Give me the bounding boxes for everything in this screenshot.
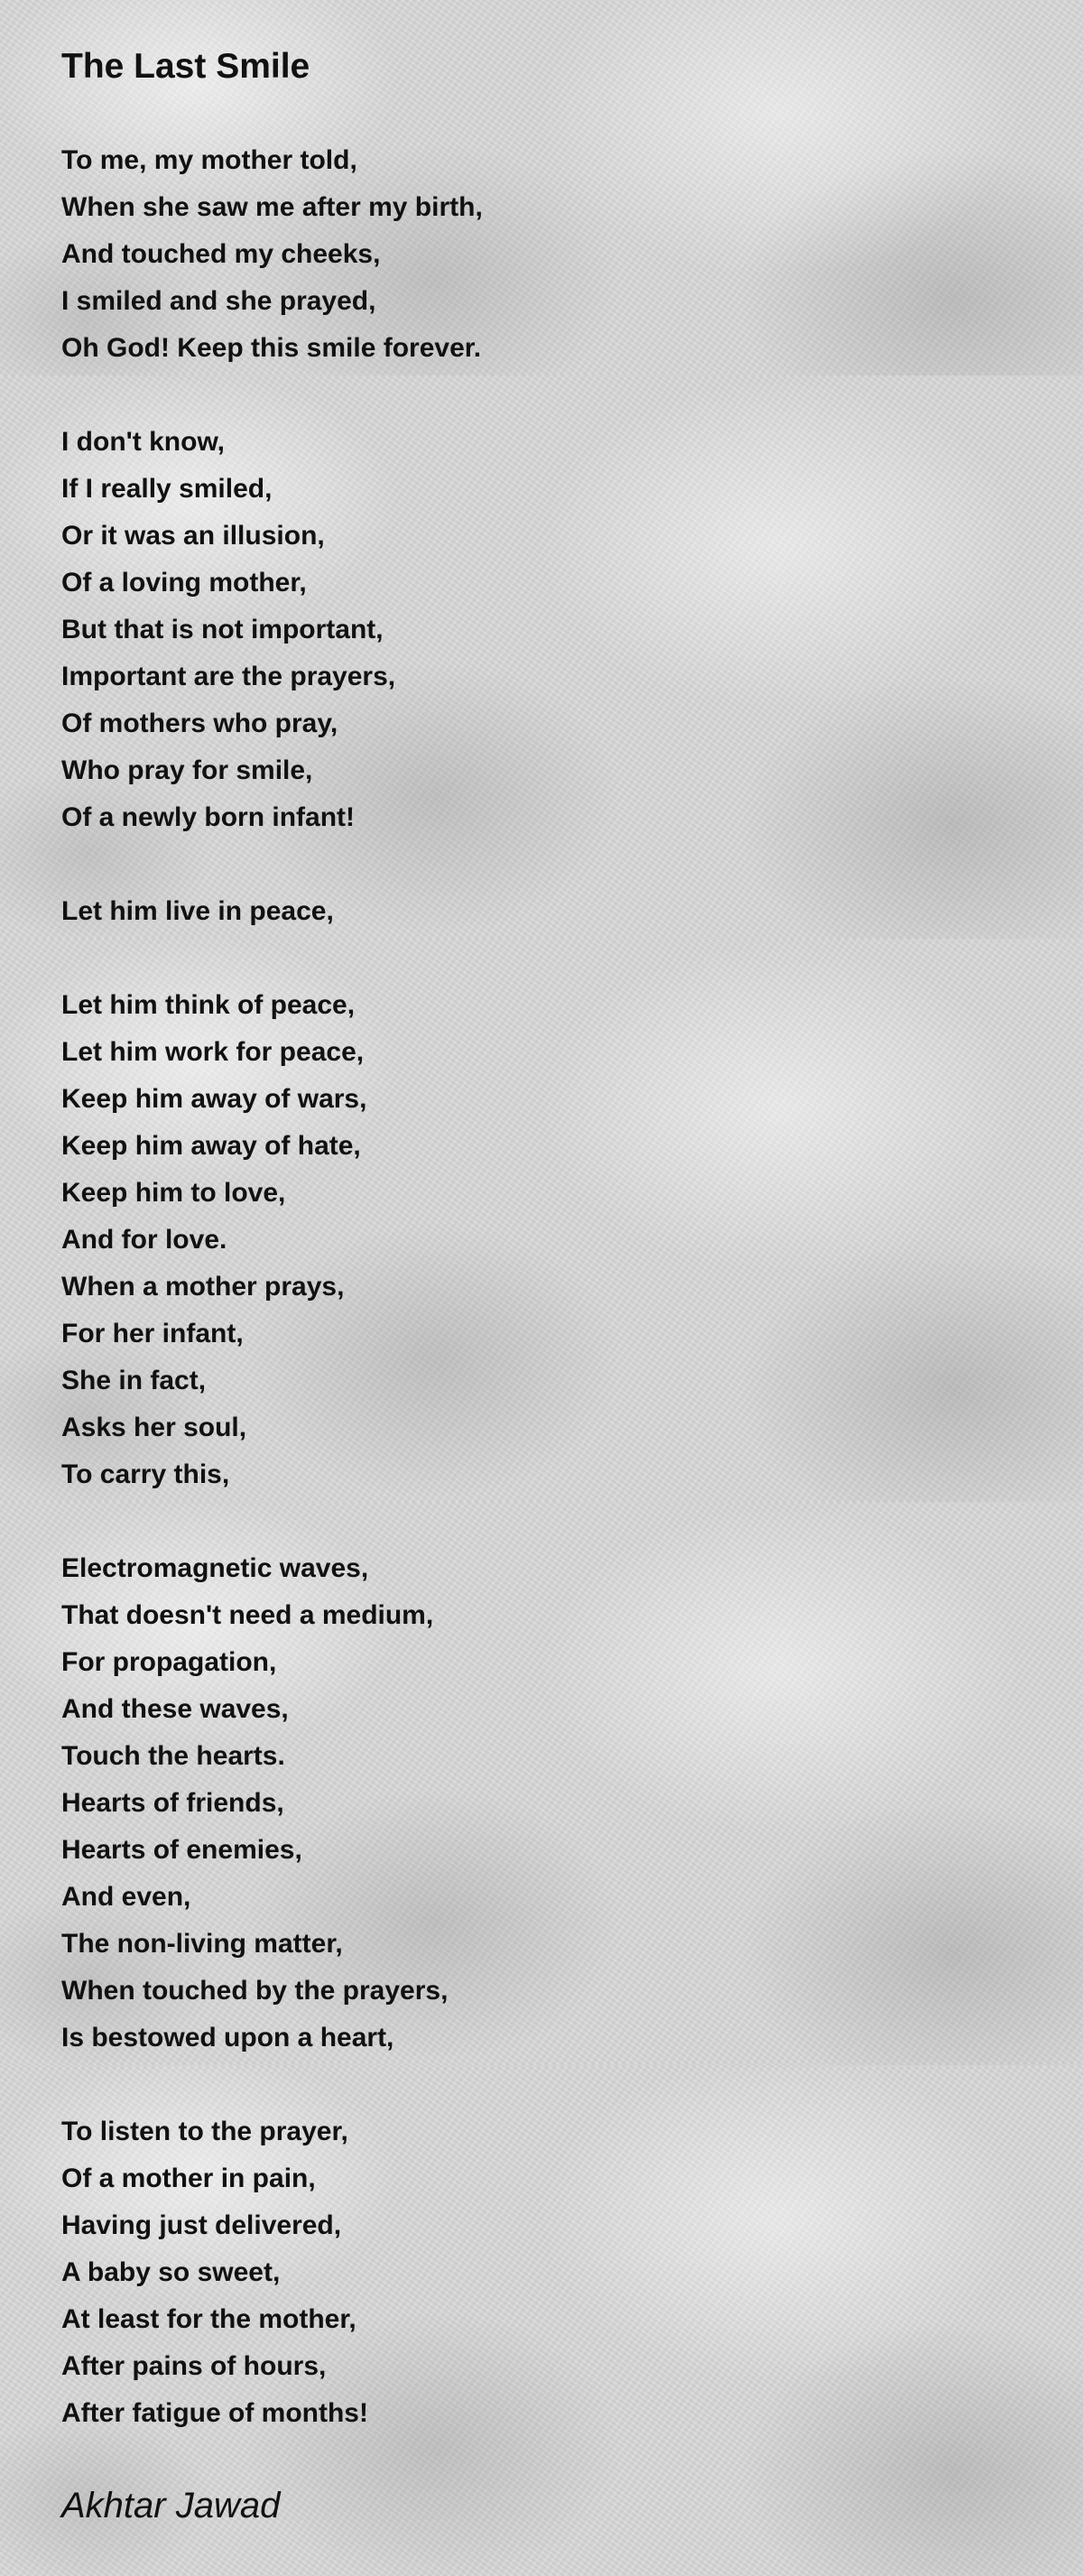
poem-line: After fatigue of months!: [61, 2398, 368, 2428]
poem-line: Keep him to love,: [61, 1178, 286, 1208]
poem-title: The Last Smile: [61, 47, 310, 86]
poem-line: Is bestowed upon a heart,: [61, 2023, 394, 2052]
poem-line: Of mothers who pray,: [61, 709, 338, 738]
stanza-6: [61, 2108, 1036, 2437]
poem-line: Keep him away of hate,: [61, 1131, 361, 1161]
poem-line: Keep him away of wars,: [61, 1084, 367, 1114]
poem-line: At least for the mother,: [61, 2304, 356, 2334]
poem-line: I smiled and she prayed,: [61, 286, 376, 316]
poem-line: Touch the hearts.: [61, 1741, 285, 1771]
poem-line: The non-living matter,: [61, 1929, 343, 1959]
poem-line: When touched by the prayers,: [61, 1976, 449, 2006]
poem-line: A baby so sweet,: [61, 2257, 281, 2287]
poem-author: Akhtar Jawad: [61, 2486, 281, 2525]
poem-line: And even,: [61, 1882, 191, 1912]
poem-line: Let him work for peace,: [61, 1037, 365, 1067]
poem-line: That doesn't need a medium,: [61, 1600, 434, 1630]
poem-line: To listen to the prayer,: [61, 2117, 348, 2146]
poem-line: Let him think of peace,: [61, 990, 356, 1020]
stanza-break: [61, 2062, 1036, 2108]
stanza-5: [61, 1545, 1036, 2062]
poem-line: When she saw me after my birth,: [61, 192, 483, 222]
stanza-4: [61, 982, 1036, 1498]
poem-line: Hearts of enemies,: [61, 1835, 302, 1865]
poem-line: Who pray for smile,: [61, 755, 313, 785]
poem-line: When a mother prays,: [61, 1272, 345, 1302]
poem-line: Hearts of friends,: [61, 1788, 284, 1818]
poem-line: To carry this,: [61, 1459, 230, 1489]
stanza-break: [61, 841, 1036, 888]
stanza-1: [61, 137, 1036, 372]
poem-line: And for love.: [61, 1225, 227, 1255]
poem-line: Of a newly born infant!: [61, 802, 356, 832]
poem-line: For propagation,: [61, 1647, 277, 1677]
poem-line: I don't know,: [61, 427, 225, 457]
poem-line: Having just delivered,: [61, 2210, 342, 2240]
poem-line: If I really smiled,: [61, 474, 273, 504]
poem-line: And these waves,: [61, 1694, 289, 1724]
poem-line: But that is not important,: [61, 615, 384, 644]
poem-line: Of a mother in pain,: [61, 2164, 316, 2193]
poem-line: Let him live in peace,: [61, 896, 334, 926]
poem-line: Asks her soul,: [61, 1413, 247, 1442]
stanza-break: [61, 1498, 1036, 1545]
stanza-break: [61, 935, 1036, 982]
poem-line: Electromagnetic waves,: [61, 1553, 369, 1583]
poem-line: For her infant,: [61, 1319, 244, 1348]
poem-line: After pains of hours,: [61, 2351, 327, 2381]
poem-line: To me, my mother told,: [61, 145, 357, 175]
poem-line: Or it was an illusion,: [61, 521, 325, 551]
stanza-3: [61, 888, 1036, 935]
poem-line: And touched my cheeks,: [61, 239, 381, 269]
poem-line: Of a loving mother,: [61, 568, 307, 598]
poem-line: Oh God! Keep this smile forever.: [61, 333, 482, 363]
stanza-break: [61, 372, 1036, 419]
poem-line: Important are the prayers,: [61, 662, 396, 691]
stanza-2: [61, 419, 1036, 841]
poem-container: [61, 43, 1036, 2529]
poem-line: She in fact,: [61, 1366, 207, 1395]
